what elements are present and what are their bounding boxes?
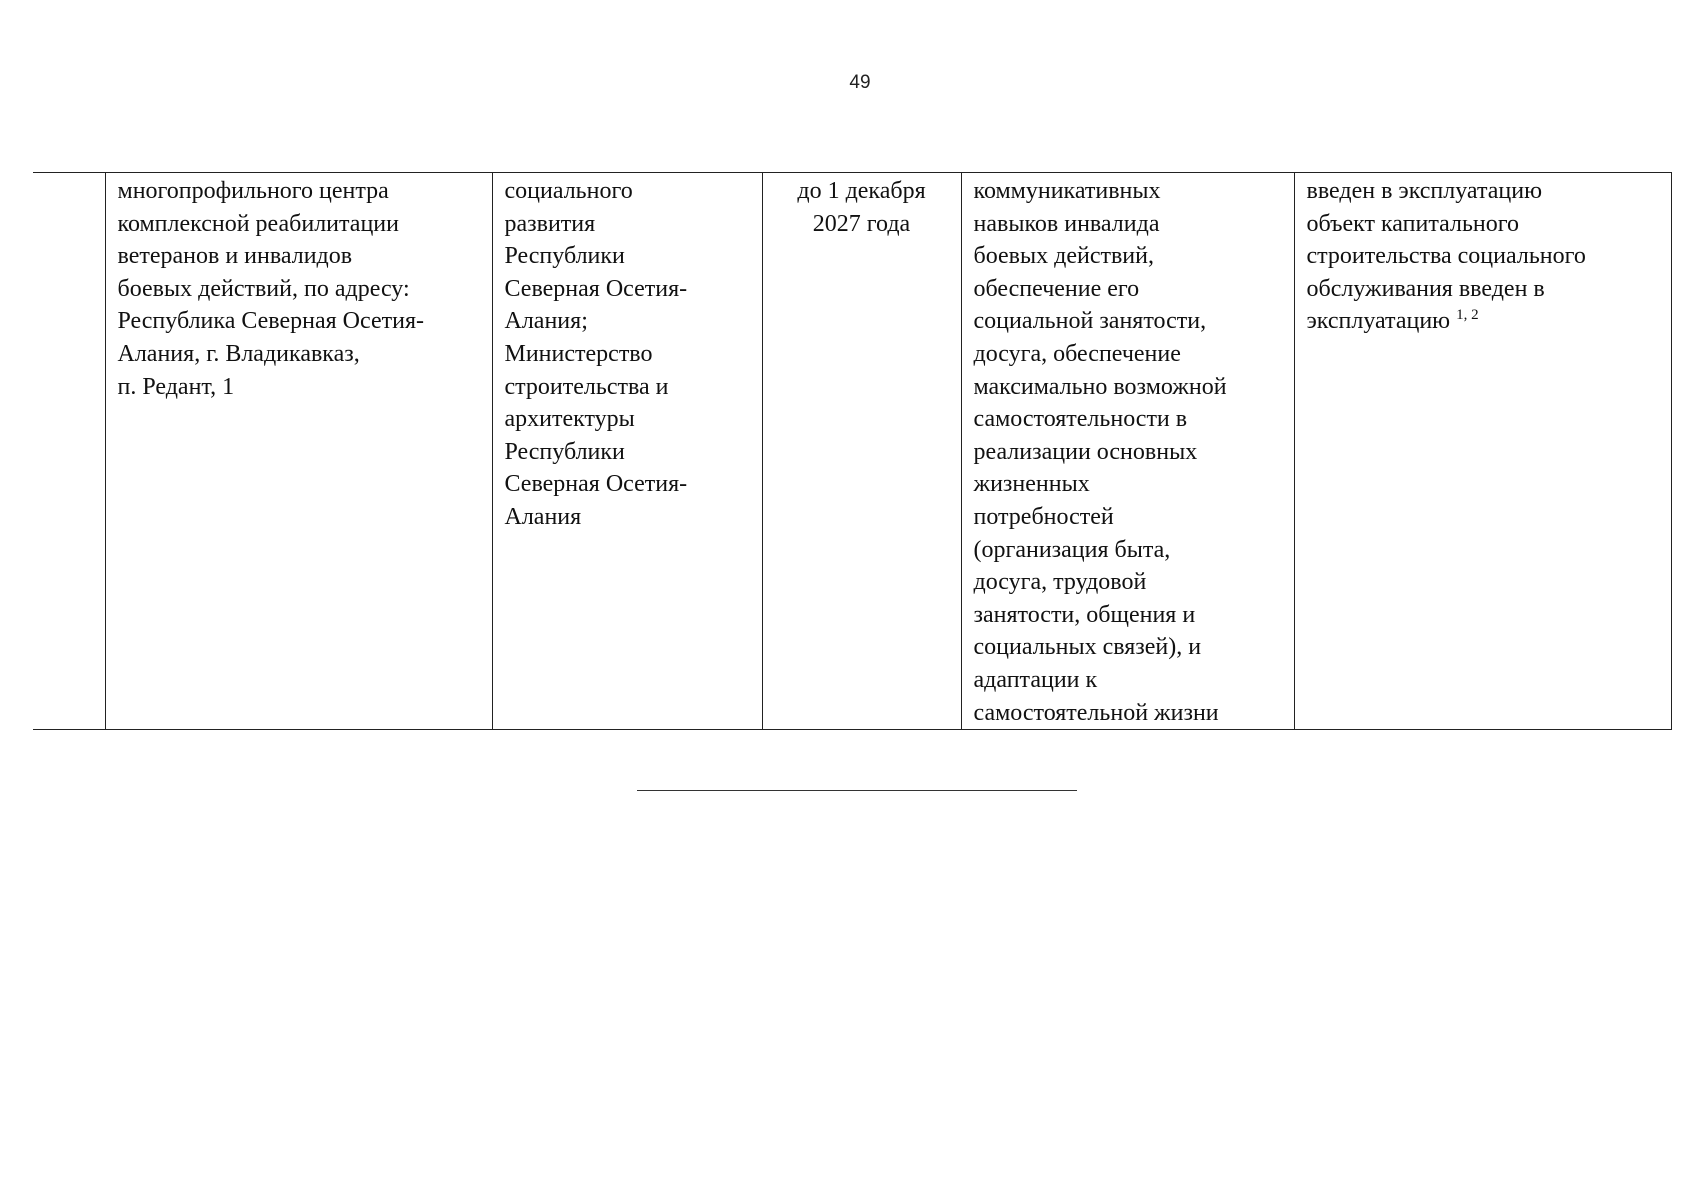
table-cell-object: многопрофильного центра комплексной реабилитации ветеранов и инвалидов боевых действий, по адресу: Республика Северная Осетия- Алания, г. Владикавказ, п. Редант, 1: [105, 173, 492, 730]
table-cell-result: [1294, 173, 1671, 730]
page-number: 49: [849, 72, 871, 93]
table-cell-deadline: до 1 декабря 2027 года: [762, 173, 961, 730]
document-table: [33, 172, 1672, 730]
result-text: введен в эксплуатацию объект капитального строительства социального обслуживания введен в эксплуатацию: [1306, 178, 1586, 335]
footnote-separator: [637, 790, 1077, 791]
footnote-marks: 1, 2: [1456, 307, 1479, 324]
table-cell-number: [33, 173, 105, 730]
table-cell-responsible: социального развития Республики Северная Осетия- Алания; Министерство строительства и архитектуры Республики Северная Осетия- Алания: [492, 173, 762, 730]
table-row: [33, 173, 1671, 730]
table-cell-purpose: коммуникативных навыков инвалида боевых действий, обеспечение его социальной занятости, досуга, обеспечение максимально возможной самостоятельности в реализации основных жизненных потребностей (организация быта, досуга, трудовой занятости, общения и социальных связей), и адаптации к самостоятельной жизни: [961, 173, 1294, 730]
